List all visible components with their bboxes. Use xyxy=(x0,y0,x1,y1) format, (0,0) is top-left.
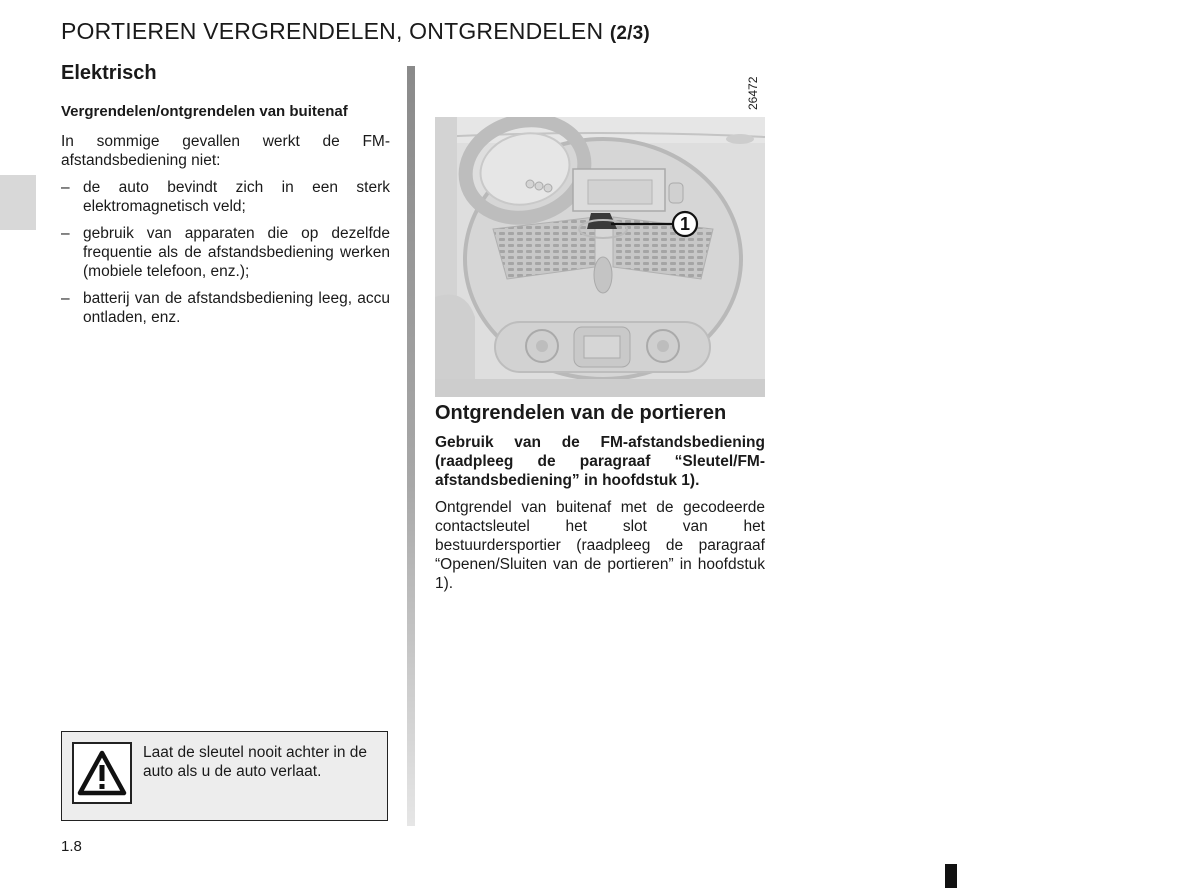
bullet-list xyxy=(61,178,390,327)
body-paragraph: Ontgrendel van buitenaf met de gecodeerde contactsleutel het slot van het bestuurdersportier (raadpleeg de paragraaf “Openen/Sluiten van de portieren” in hoofdstuk 1). xyxy=(435,499,765,592)
list-item xyxy=(61,289,390,327)
right-column-body xyxy=(435,433,765,601)
list-item-text: de auto bevindt zich in een sterk elektromagnetisch veld; xyxy=(83,179,390,215)
dashboard-svg xyxy=(435,117,765,397)
list-item-text: batterij van de afstandsbediening leeg, accu ontladen, enz. xyxy=(83,290,390,326)
callout-number: 1 xyxy=(679,214,691,234)
page-number: 1.8 xyxy=(61,838,82,855)
page-indicator: (2/3) xyxy=(609,23,650,44)
bullet-dash: – xyxy=(61,225,70,242)
dashboard-illustration xyxy=(435,117,765,397)
bold-paragraph: Gebruik van de FM-afstandsbediening (raadpleeg de paragraaf “Sleutel/FM-afstandsbediening” in hoofdstuk 1). xyxy=(435,434,765,489)
title-text: PORTIEREN VERGRENDELEN, ONTGRENDELEN xyxy=(61,18,604,44)
list-item xyxy=(61,224,390,281)
column-divider xyxy=(407,66,415,826)
page-title xyxy=(61,18,650,45)
warning-text: Laat de sleutel nooit achter in de auto als u de auto verlaat. xyxy=(143,744,368,780)
bullet-dash: – xyxy=(61,290,70,307)
corner-mark xyxy=(945,864,957,888)
intro-paragraph: In sommige gevallen werkt de FM-afstandsbediening niet: xyxy=(61,133,390,169)
subheading: Vergrendelen/ontgrendelen van buitenaf xyxy=(61,103,348,120)
section-heading: Elektrisch xyxy=(61,62,157,84)
chapter-tab xyxy=(0,175,36,230)
figure-code: 26472 xyxy=(746,76,760,110)
list-item-text: gebruik van apparaten die op dezelfde frequentie als de afstandsbediening werken (mobiele telefoon, enz.); xyxy=(83,225,390,280)
left-column-body xyxy=(61,132,390,335)
warning-box xyxy=(61,731,388,821)
bullet-dash: – xyxy=(61,179,70,196)
warning-triangle-icon xyxy=(72,742,132,804)
list-item xyxy=(61,178,390,216)
warning-triangle-svg xyxy=(74,744,130,802)
right-heading: Ontgrendelen van de portieren xyxy=(435,402,727,424)
